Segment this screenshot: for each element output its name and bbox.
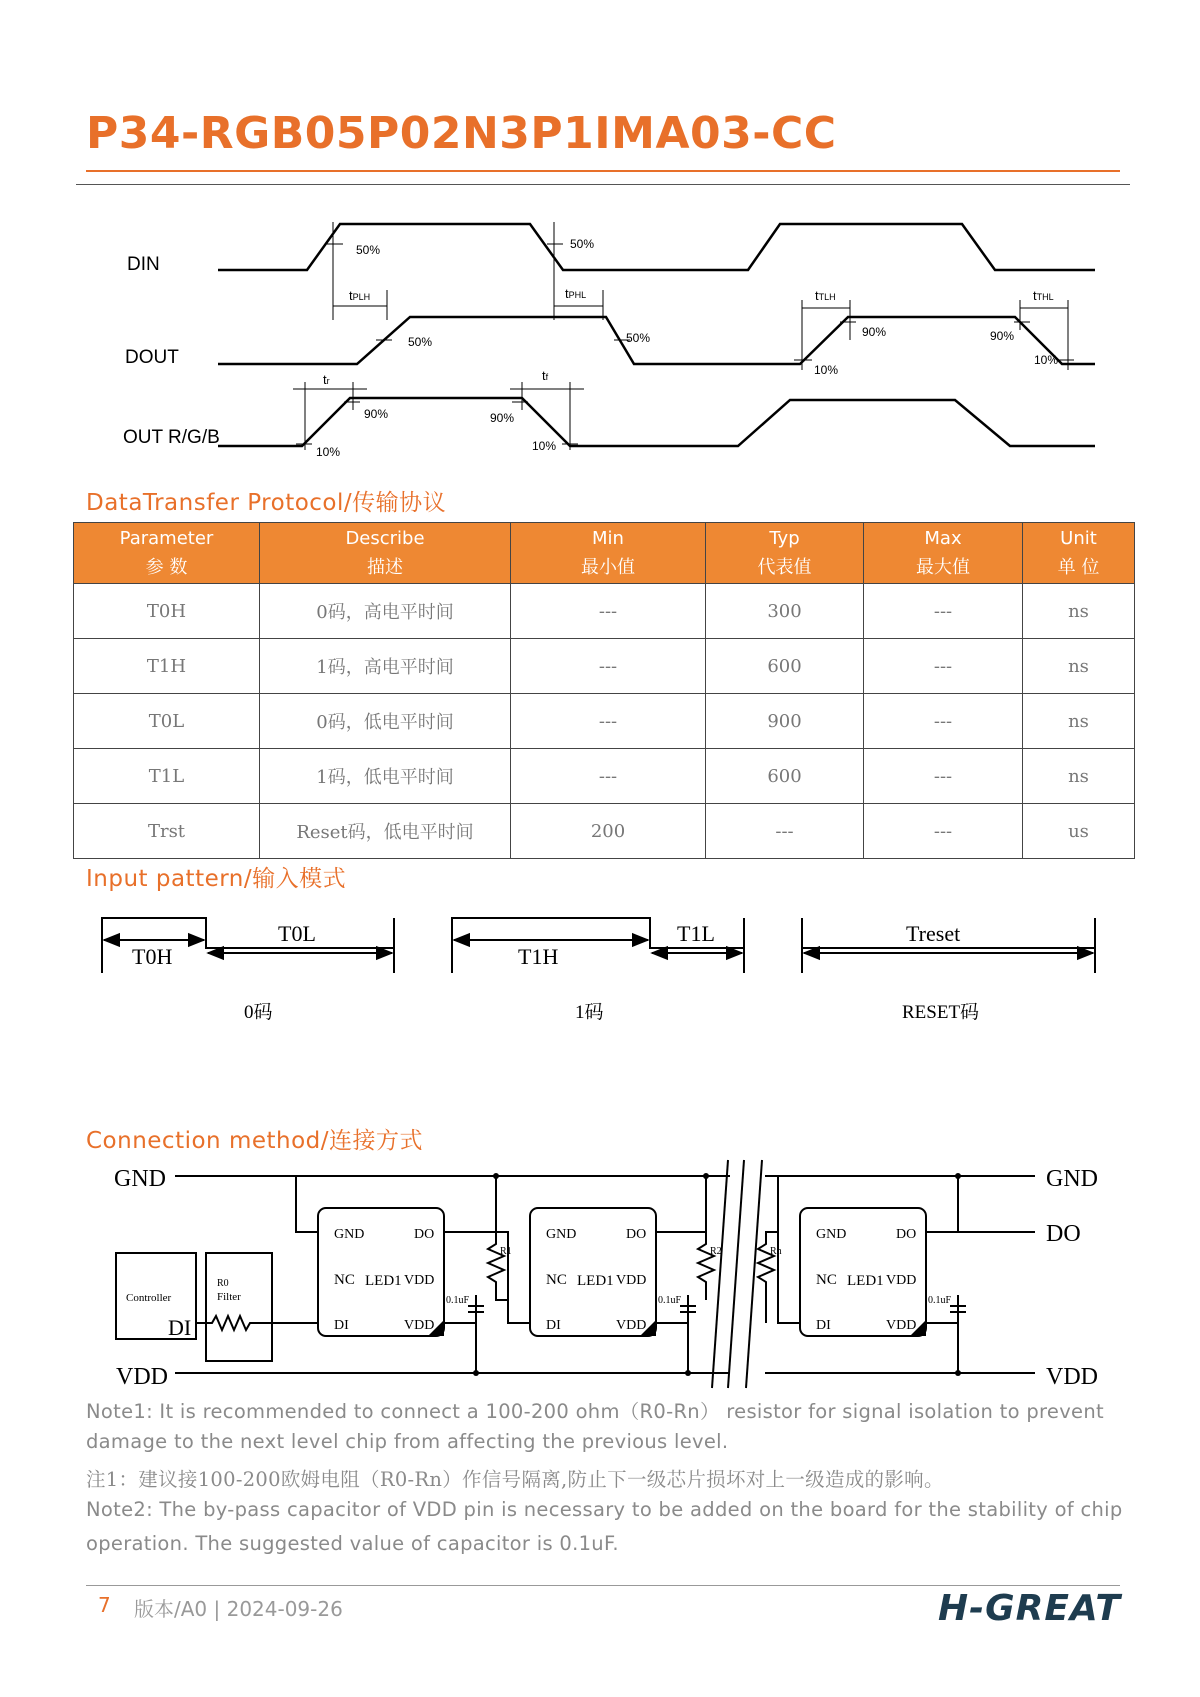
- svg-text:VDD: VDD: [404, 1318, 435, 1333]
- data-transfer-table: [73, 522, 1135, 859]
- controller-label: Controller: [126, 1292, 172, 1304]
- input-pattern-diagram: [0, 900, 1200, 1040]
- table-cell: 600: [706, 749, 864, 804]
- filter-r0-label: R0: [217, 1278, 229, 1289]
- table-cell: ns: [1023, 639, 1135, 694]
- svg-text:90%: 90%: [364, 407, 389, 421]
- table-cell: 1码，低电平时间: [260, 749, 511, 804]
- svg-text:0.1uF: 0.1uF: [928, 1295, 952, 1306]
- table-cell: ---: [511, 749, 706, 804]
- svg-text:10%: 10%: [316, 445, 341, 459]
- page-title: P34-RGB05P02N3P1IMA03-CC: [86, 108, 837, 159]
- col-header-max: Max 最大值: [864, 523, 1023, 584]
- col-header-describe: Describe 描述: [260, 523, 511, 584]
- out-rgb-waveform: [218, 398, 1095, 446]
- svg-text:DO: DO: [626, 1227, 647, 1242]
- table-cell: T0H: [74, 584, 260, 639]
- svg-text:tf: tf: [542, 368, 549, 383]
- brand-logo: H-GREAT: [938, 1588, 1121, 1629]
- svg-text:DI: DI: [816, 1318, 831, 1333]
- svg-text:50%: 50%: [626, 331, 651, 345]
- svg-text:10%: 10%: [532, 439, 557, 453]
- svg-text:90%: 90%: [862, 325, 887, 339]
- svg-text:50%: 50%: [408, 335, 433, 349]
- svg-text:GND: GND: [816, 1227, 847, 1242]
- table-header-row: [74, 523, 1135, 584]
- page-number: 7: [98, 1593, 111, 1617]
- table-cell: ns: [1023, 694, 1135, 749]
- table-cell: 900: [706, 694, 864, 749]
- table-cell: 0码，低电平时间: [260, 694, 511, 749]
- code1-caption: 1码: [575, 1002, 604, 1023]
- table-cell: 600: [706, 639, 864, 694]
- svg-text:Rn: Rn: [770, 1246, 782, 1257]
- col-header-typ: Typ 代表值: [706, 523, 864, 584]
- note2-line1: Note2: The by-pass capacitor of VDD pin is necessary to be added on the board for the stability of chip: [86, 1498, 1123, 1521]
- t0h-label: T0H: [132, 944, 173, 969]
- vdd-right-label: VDD: [1046, 1364, 1098, 1390]
- col-header-min: Min 最小值: [511, 523, 706, 584]
- svg-text:tPHL: tPHL: [565, 286, 587, 301]
- din-waveform: [218, 224, 1095, 270]
- dout-label: DOUT: [125, 347, 179, 368]
- svg-text:NC: NC: [816, 1272, 837, 1288]
- svg-text:tPLH: tPLH: [349, 288, 371, 303]
- do-output-label: DO: [1046, 1221, 1081, 1247]
- col-header-unit: Unit 单 位: [1023, 523, 1135, 584]
- svg-text:DO: DO: [414, 1227, 435, 1242]
- svg-text:DO: DO: [896, 1227, 917, 1242]
- note1-line2: damage to the next level chip from affecting the previous level.: [86, 1430, 729, 1453]
- svg-text:50%: 50%: [356, 243, 381, 257]
- note1-line1: Note1: It is recommended to connect a 100-200 ohm（R0-Rn） resistor for signal isolation to prevent: [86, 1400, 1104, 1423]
- svg-text:VDD: VDD: [404, 1273, 435, 1288]
- section-heading-data-transfer: DataTransfer Protocol/传输协议: [86, 490, 447, 516]
- gnd-right-label: GND: [1046, 1166, 1098, 1192]
- svg-text:90%: 90%: [490, 411, 515, 425]
- svg-text:10%: 10%: [1034, 353, 1059, 367]
- svg-text:50%: 50%: [570, 237, 595, 251]
- din-label: DIN: [127, 254, 160, 275]
- table-row: [74, 639, 1135, 694]
- dout-waveform: [218, 317, 1095, 364]
- svg-text:VDD: VDD: [886, 1318, 917, 1333]
- table-cell: T1H: [74, 639, 260, 694]
- out-rgb-label: OUT R/G/B: [123, 427, 220, 448]
- table-cell: us: [1023, 804, 1135, 859]
- table-cell: ns: [1023, 749, 1135, 804]
- timing-diagram: [0, 200, 1200, 470]
- table-cell: ---: [706, 804, 864, 859]
- reset-caption: RESET码: [902, 1002, 980, 1023]
- svg-text:NC: NC: [334, 1272, 355, 1288]
- controller-di-label: DI: [168, 1315, 192, 1340]
- note1-cn: 注1：建议接100-200欧姆电阻（R0-Rn）作信号隔离,防止下一级芯片损坏对上一级造成的影响。: [86, 1468, 944, 1491]
- svg-text:R2: R2: [710, 1246, 722, 1257]
- svg-text:90%: 90%: [990, 329, 1015, 343]
- table-cell: 1码，高电平时间: [260, 639, 511, 694]
- svg-text:GND: GND: [546, 1227, 577, 1242]
- vdd-left-label: VDD: [116, 1364, 168, 1390]
- table-cell: ---: [511, 639, 706, 694]
- table-cell: ---: [864, 694, 1023, 749]
- code0-caption: 0码: [244, 1002, 273, 1023]
- table-cell: Reset码，低电平时间: [260, 804, 511, 859]
- table-cell: T0L: [74, 694, 260, 749]
- table-cell: 0码，高电平时间: [260, 584, 511, 639]
- table-row: [74, 804, 1135, 859]
- table-cell: Trst: [74, 804, 260, 859]
- svg-text:tTLH: tTLH: [815, 288, 836, 303]
- svg-text:GND: GND: [334, 1227, 365, 1242]
- section-heading-input-pattern: Input pattern/输入模式: [86, 866, 347, 892]
- table-cell: ---: [511, 584, 706, 639]
- footer-divider: [86, 1585, 1120, 1586]
- svg-text:R1: R1: [500, 1246, 512, 1257]
- table-row: [74, 584, 1135, 639]
- svg-text:tr: tr: [323, 372, 330, 387]
- table-cell: ---: [864, 639, 1023, 694]
- svg-text:LED1: LED1: [577, 1273, 614, 1289]
- table-cell: ---: [864, 749, 1023, 804]
- svg-text:LED1: LED1: [847, 1273, 884, 1289]
- svg-text:tTHL: tTHL: [1033, 288, 1054, 303]
- svg-text:VDD: VDD: [886, 1273, 917, 1288]
- filter-box: [206, 1253, 272, 1361]
- table-row: [74, 694, 1135, 749]
- t1l-label: T1L: [677, 921, 715, 946]
- svg-text:0.1uF: 0.1uF: [658, 1295, 682, 1306]
- table-cell: ---: [864, 804, 1023, 859]
- table-cell: ---: [511, 694, 706, 749]
- col-header-parameter: Parameter 参 数: [74, 523, 260, 584]
- treset-label: Treset: [906, 921, 961, 946]
- table-cell: 200: [511, 804, 706, 859]
- svg-text:VDD: VDD: [616, 1273, 647, 1288]
- table-cell: ---: [864, 584, 1023, 639]
- filter-label: Filter: [217, 1291, 241, 1303]
- header-divider: [76, 184, 1130, 185]
- note2-line2: operation. The suggested value of capacitor is 0.1uF.: [86, 1532, 619, 1555]
- svg-text:DI: DI: [546, 1318, 561, 1333]
- connection-schematic: [0, 1155, 1200, 1395]
- svg-text:LED1: LED1: [365, 1273, 402, 1289]
- svg-text:DI: DI: [334, 1318, 349, 1333]
- section-heading-connection: Connection method/连接方式: [86, 1128, 424, 1154]
- title-underline: [86, 170, 1120, 172]
- version-date: 版本/A0 | 2024-09-26: [134, 1597, 343, 1621]
- svg-text:VDD: VDD: [616, 1318, 647, 1333]
- svg-text:NC: NC: [546, 1272, 567, 1288]
- svg-text:0.1uF: 0.1uF: [446, 1295, 470, 1306]
- table-cell: ns: [1023, 584, 1135, 639]
- table-cell: 300: [706, 584, 864, 639]
- t1h-label: T1H: [518, 944, 559, 969]
- gnd-left-label: GND: [114, 1166, 166, 1192]
- svg-text:10%: 10%: [814, 363, 839, 377]
- table-cell: T1L: [74, 749, 260, 804]
- table-row: [74, 749, 1135, 804]
- t0l-label: T0L: [278, 921, 316, 946]
